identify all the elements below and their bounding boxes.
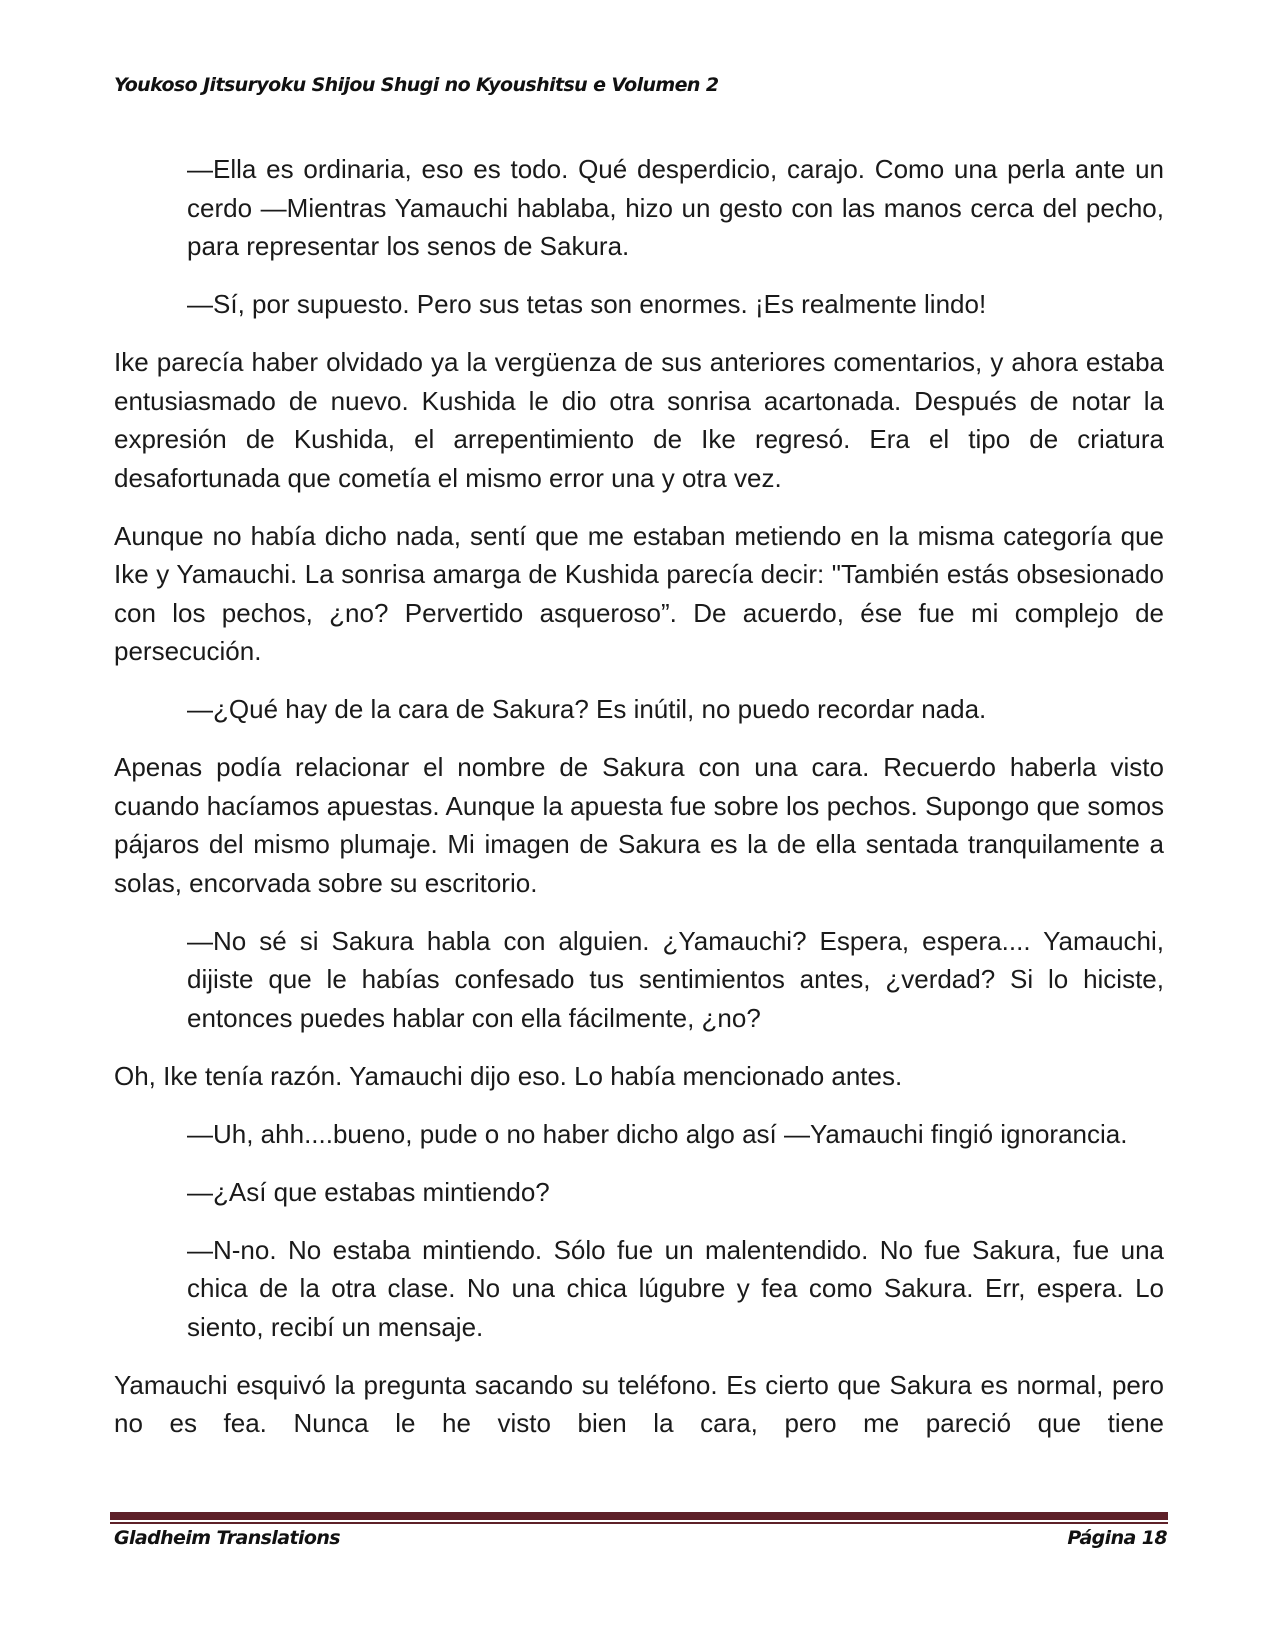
body-text xyxy=(114,150,1164,1462)
paragraph: Yamauchi esquivó la pregunta sacando su teléfono. Es cierto que Sakura es normal, pero no es fea. Nunca le he visto bien la cara, pero me pareció que tiene xyxy=(114,1369,1164,1438)
footer-credit: Gladheim Translations xyxy=(114,1527,340,1549)
paragraph: Ike parecía haber olvidado ya la vergüenza de sus anteriores comentarios, y ahora estaba entusiasmado de nuevo. Kushida le dio otra sonrisa acartonada. Después de notar la expresión de Kushida, el arrepentimiento de Ike regresó. Era el tipo de criatura desafortunada que cometía el mismo error una y otra vez. xyxy=(114,347,1164,493)
footer-rule-thin xyxy=(110,1522,1168,1524)
paragraph: —No sé si Sakura habla con alguien. ¿Yamauchi? Espera, espera.... Yamauchi, dijiste que le habías confesado tus sentimientos antes, ¿verdad? Si lo hiciste, entonces puedes hablar con ella fácilmente, ¿no? xyxy=(187,925,1164,1033)
paragraph: Apenas podía relacionar el nombre de Sakura con una cara. Recuerdo haberla visto cuando hacíamos apuestas. Aunque la apuesta fue sobre los pechos. Supongo que somos pájaros del mismo plumaje. Mi imagen de Sakura es la de ella sentada tranquilamente a solas, encorvada sobre su escritorio. xyxy=(114,752,1164,898)
paragraph: Oh, Ike tenía razón. Yamauchi dijo eso. Lo había mencionado antes. xyxy=(114,1060,903,1091)
paragraph: —Uh, ahh....bueno, pude o no haber dicho algo así —Yamauchi fingió ignorancia. xyxy=(187,1118,1128,1149)
running-header: Youkoso Jitsuryoku Shijou Shugi no Kyoushitsu e Volumen 2 xyxy=(114,74,719,96)
paragraph: —N-no. No estaba mintiendo. Sólo fue un malentendido. No fue Sakura, fue una chica de la otra clase. No una chica lúgubre y fea como Sakura. Err, espera. Lo siento, recibí un mensaje. xyxy=(187,1234,1164,1342)
paragraph: —Sí, por supuesto. Pero sus tetas son enormes. ¡Es realmente lindo! xyxy=(187,289,987,319)
page-number: Página 18 xyxy=(1067,1527,1167,1549)
footer-rule-thick xyxy=(110,1512,1168,1520)
paragraph: —¿Así que estabas mintiendo? xyxy=(187,1176,550,1207)
paragraph: Aunque no había dicho nada, sentí que me estaban metiendo en la misma categoría que Ike y Yamauchi. La sonrisa amarga de Kushida parecía decir: "También estás obsesionado con los pechos, ¿no? Pervertido asqueroso”. De acuerdo, ése fue mi complejo de persecución. xyxy=(114,520,1164,666)
paragraph: —¿Qué hay de la cara de Sakura? Es inútil, no puedo recordar nada. xyxy=(187,694,987,724)
paragraph: —Ella es ordinaria, eso es todo. Qué desperdicio, carajo. Como una perla ante un cerdo —Mientras Yamauchi hablaba, hizo un gesto con las manos cerca del pecho, para representar los senos de Sakura. xyxy=(187,154,1164,261)
